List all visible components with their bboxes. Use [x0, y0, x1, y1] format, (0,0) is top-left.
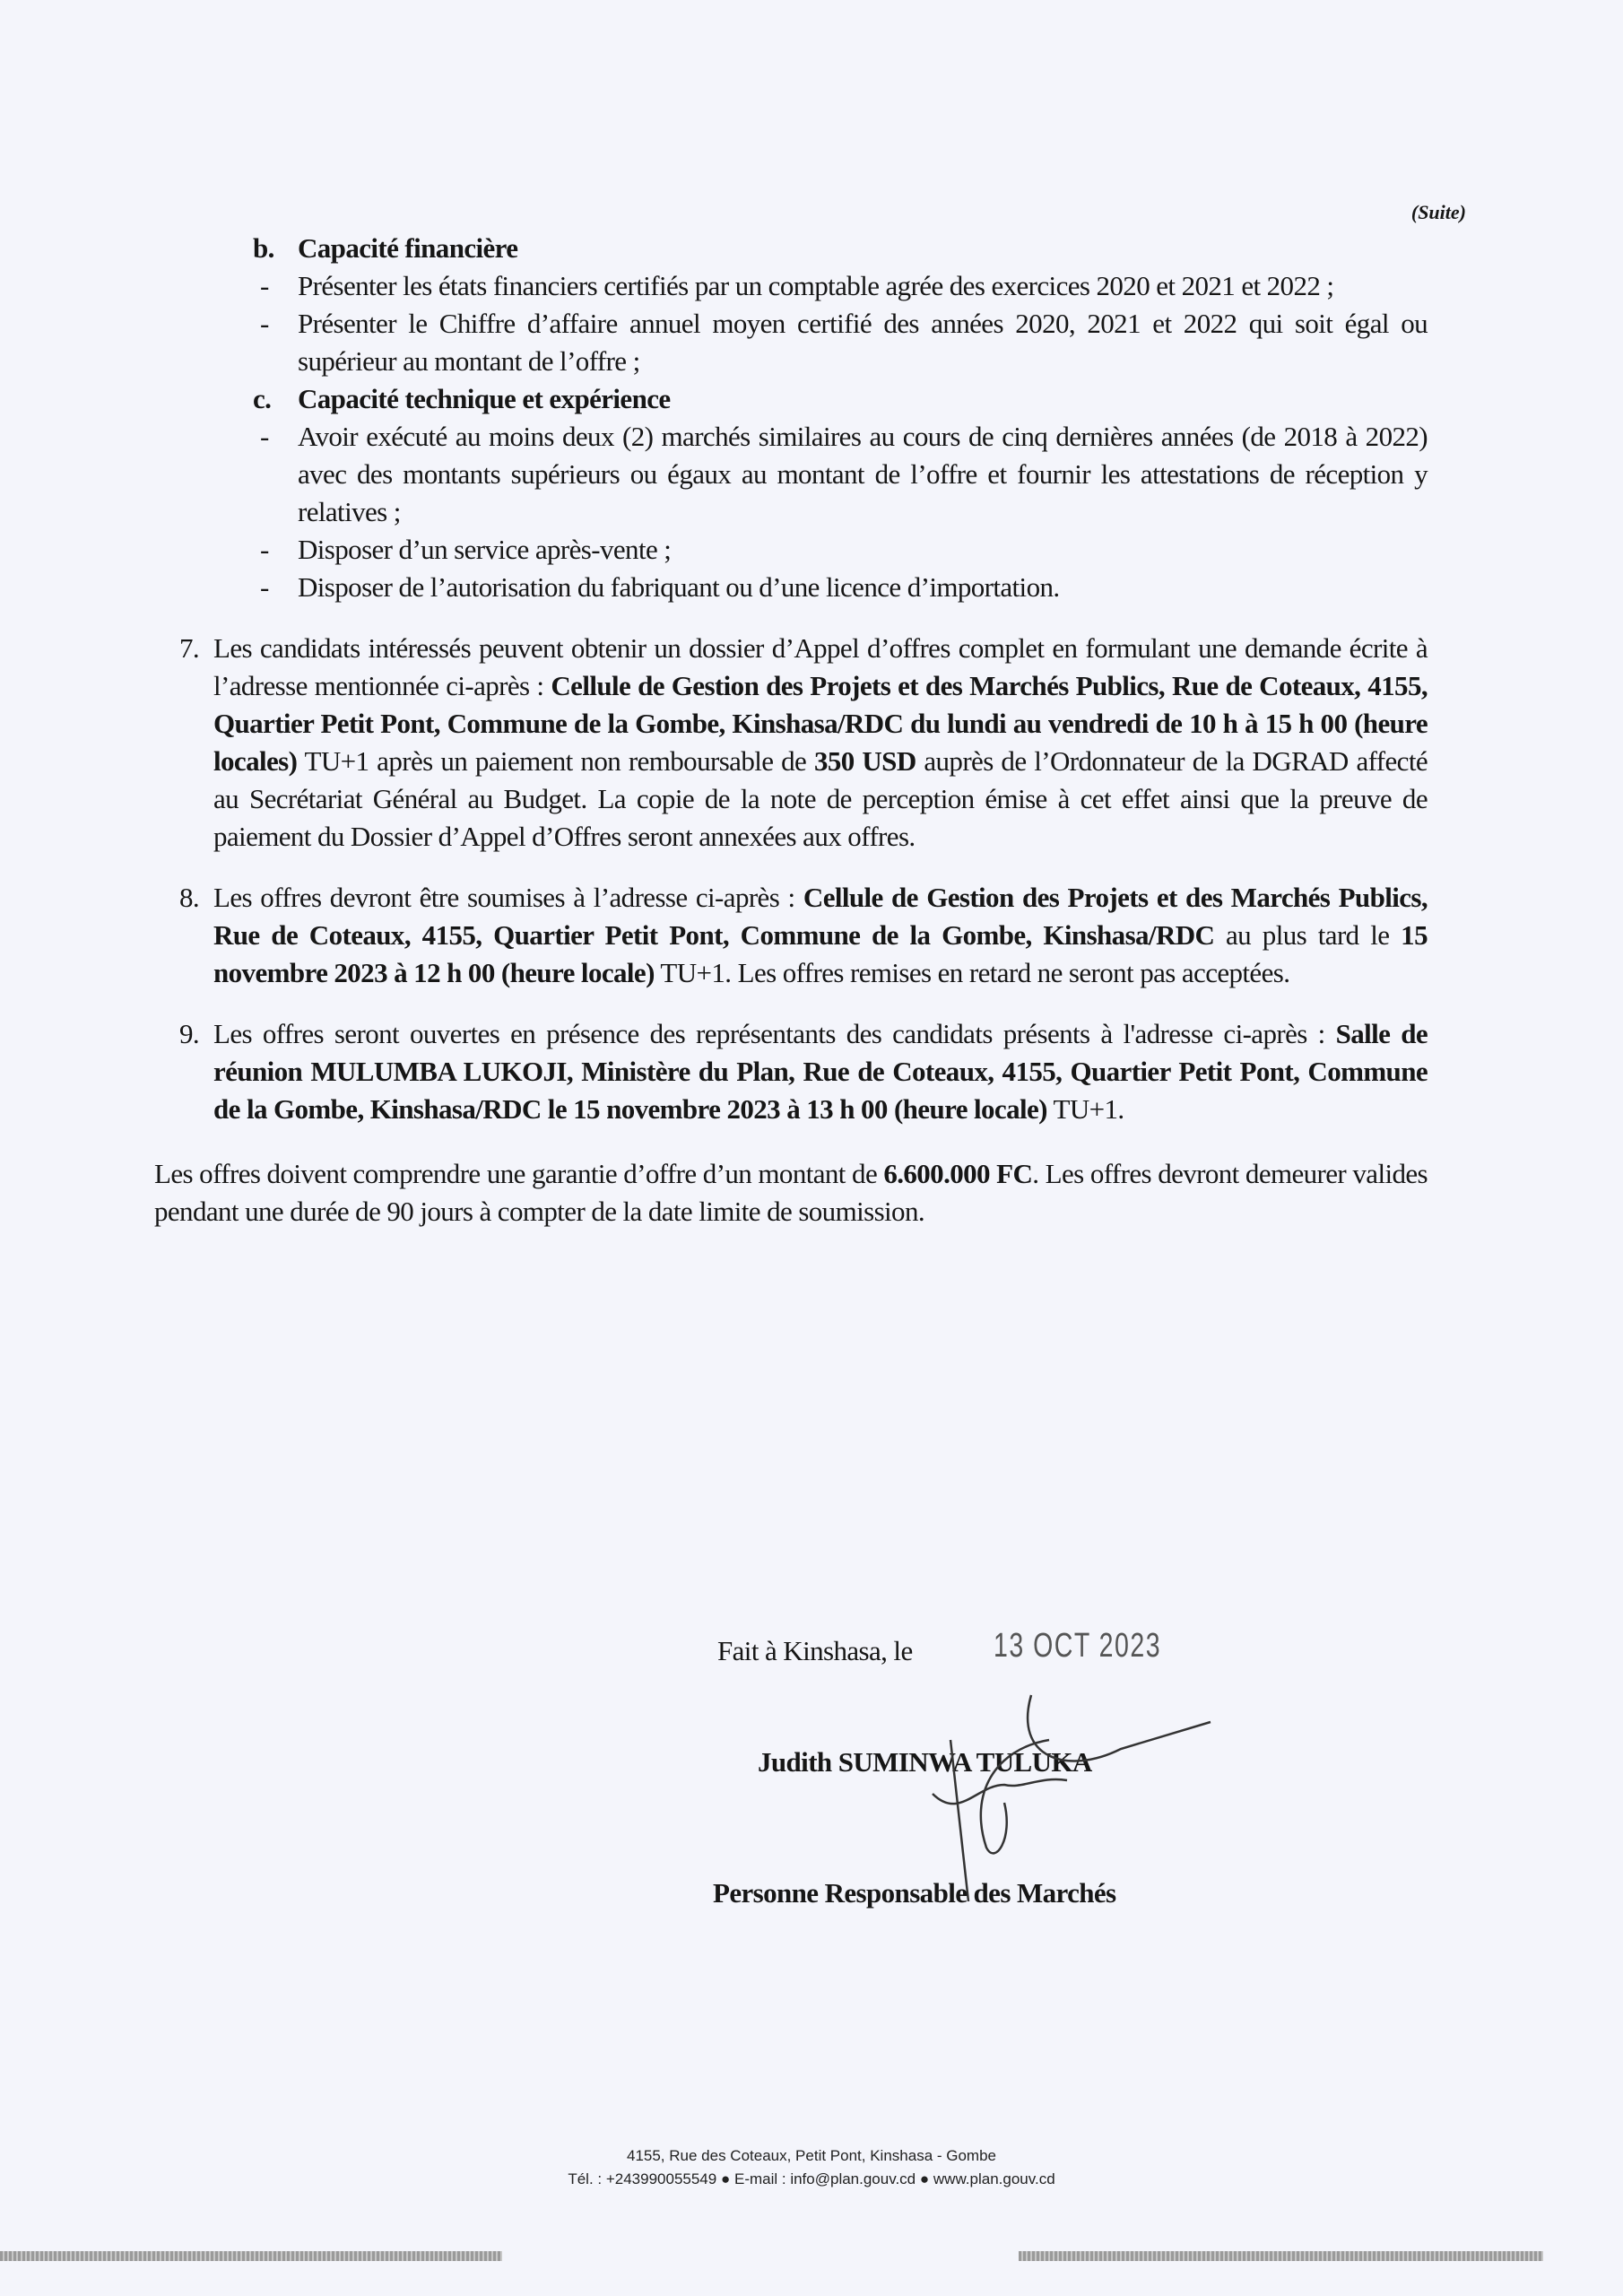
date-stamp: 13 OCT 2023	[994, 1627, 1162, 1665]
list-item-text: Avoir exécuté au moins deux (2) marchés similaires au cours de cinq dernières années (de 2018 à 2022) avec des montants supérieurs ou égaux au montant de l’offre et fournir les attestations de réception y relatives ;	[298, 421, 1428, 527]
list-item-text: Présenter le Chiffre d’affaire annuel moyen certifié des années 2020, 2021 et 2022 qui soit égal ou supérieur au montant de l’offre ;	[298, 308, 1428, 377]
section-label: b.	[253, 232, 274, 264]
scan-edge-bar	[0, 2251, 502, 2261]
bullet-separator-icon: ●	[720, 2170, 731, 2187]
item-text	[213, 882, 1428, 988]
closing-paragraph	[154, 1155, 1428, 1231]
text-segment: . Les offres devront demeurer valides pendant une durée de 90 jours à compter de la date limite de soumission.	[154, 1158, 1428, 1227]
bold-text-segment: 15 novembre 2023 à 12 h 00 (heure locale)	[213, 919, 1428, 988]
footer-website[interactable]: www.plan.gouv.cd	[933, 2170, 1055, 2187]
list-item-text: Disposer d’un service après-vente ;	[298, 534, 672, 565]
numbered-item-9	[179, 1015, 1428, 1128]
text-segment: TU+1.	[1046, 1093, 1124, 1125]
numbered-item-8	[179, 879, 1428, 992]
section-label: c.	[253, 383, 272, 414]
text-segment: au plus tard le	[1214, 919, 1402, 951]
text-segment: TU+1 après un paiement non remboursable de	[297, 745, 814, 777]
text-segment: Les offres doivent comprendre une garantie d’offre d’un montant de	[154, 1158, 884, 1189]
text-segment: auprès de l’Ordonnateur de la DGRAD affecté au Secrétariat Général au Budget. La copie de la note de perception émise à cet effet ainsi que la preuve de paiement du Dossier d’Appel d’Offres seront annexées aux offres.	[213, 745, 1428, 852]
footer-address: 4155, Rue des Coteaux, Petit Pont, Kinshasa - Gombe	[626, 2147, 997, 2164]
text-segment: Les candidats intéressés peuvent obtenir un dossier d’Appel d’offres complet en formulant une demande écrite à l’adresse mentionnée ci-après :	[213, 632, 1428, 701]
section-heading	[253, 380, 1428, 418]
text-segment: Les offres devront être soumises à l’adresse ci-après :	[213, 882, 803, 913]
bold-text-segment: Salle de réunion MULUMBA LUKOJI, Ministère du Plan, Rue de Coteaux, 4155, Quartier Petit Pont, Commune de la Gombe, Kinshasa/RDC le 15 novembre 2023 à 13 h 00 (heure locale)	[213, 1018, 1428, 1125]
list-item: - Présenter les états financiers certifiés par un comptable agrée des exercices 2020 et 2021 et 2022 ;	[260, 270, 1334, 301]
list-item: - Disposer d’un service après-vente ;	[260, 534, 672, 565]
section-financial-capacity	[154, 230, 1428, 380]
item-text	[213, 632, 1428, 852]
footer-email[interactable]: E-mail : info@plan.gouv.cd	[733, 2170, 916, 2187]
section-title: Capacité financière	[298, 232, 518, 264]
footer-contacts	[0, 2169, 1623, 2190]
list-item: - Avoir exécuté au moins deux (2) marchés similaires au cours de cinq dernières années (de 2018 à 2022) avec des montants supérieurs ou égaux au montant de l’offre et fournir les attestations de réception y relatives ;	[260, 421, 1428, 527]
text-segment: TU+1. Les offres remises en retard ne seront pas acceptées.	[654, 957, 1290, 988]
item-number: 7.	[179, 632, 200, 664]
section-technical-capacity	[154, 380, 1428, 606]
bold-text-segment: Cellule de Gestion des Projets et des Marchés Publics, Rue de Coteaux, 4155, Quartier Petit Pont, Commune de la Gombe, Kinshasa/RDC	[213, 882, 1428, 951]
bold-text-segment: Cellule de Gestion des Projets et des Marchés Publics, Rue de Coteaux, 4155, Quartier Petit Pont, Commune de la Gombe, Kinshasa/RDC du lundi au vendredi de 10 h à 15 h 00 (heure locales)	[213, 670, 1428, 777]
document-body	[154, 230, 1428, 1231]
section-title: Capacité technique et expérience	[298, 383, 671, 414]
scan-edge-bar	[1019, 2251, 1543, 2261]
bullet-separator-icon: ●	[919, 2170, 930, 2187]
item-number: 8.	[179, 882, 200, 913]
signatory-title: Personne Responsable des Marchés	[713, 1877, 1116, 1909]
item-text	[213, 1018, 1428, 1125]
bold-text-segment: 6.600.000 FC	[883, 1158, 1033, 1189]
continuation-label: (Suite)	[1410, 201, 1466, 223]
closing-text	[154, 1158, 1428, 1227]
signatory-name: Judith SUMINWA TULUKA	[758, 1746, 1092, 1778]
footer-phone: Tél. : +243990055549	[568, 2170, 717, 2187]
numbered-item-7	[179, 630, 1428, 856]
section-heading	[253, 230, 1428, 267]
list-item-text: Présenter les états financiers certifiés par un comptable agrée des exercices 2020 et 2021 et 2022 ;	[298, 270, 1334, 301]
bold-text-segment: 350 USD	[813, 745, 916, 777]
text-segment: Les offres seront ouvertes en présence des représentants des candidats présents à l'adresse ci-après :	[213, 1018, 1336, 1049]
place-date-label: Fait à Kinshasa, le	[717, 1635, 913, 1666]
list-item: - Disposer de l’autorisation du fabriquant ou d’une licence d’importation.	[260, 571, 1060, 603]
list-item-text: Disposer de l’autorisation du fabriquant ou d’une licence d’importation.	[298, 571, 1060, 603]
list-item: - Présenter le Chiffre d’affaire annuel moyen certifié des années 2020, 2021 et 2022 qui soit égal ou supérieur au montant de l’offre ;	[260, 308, 1428, 377]
item-number: 9.	[179, 1018, 200, 1049]
